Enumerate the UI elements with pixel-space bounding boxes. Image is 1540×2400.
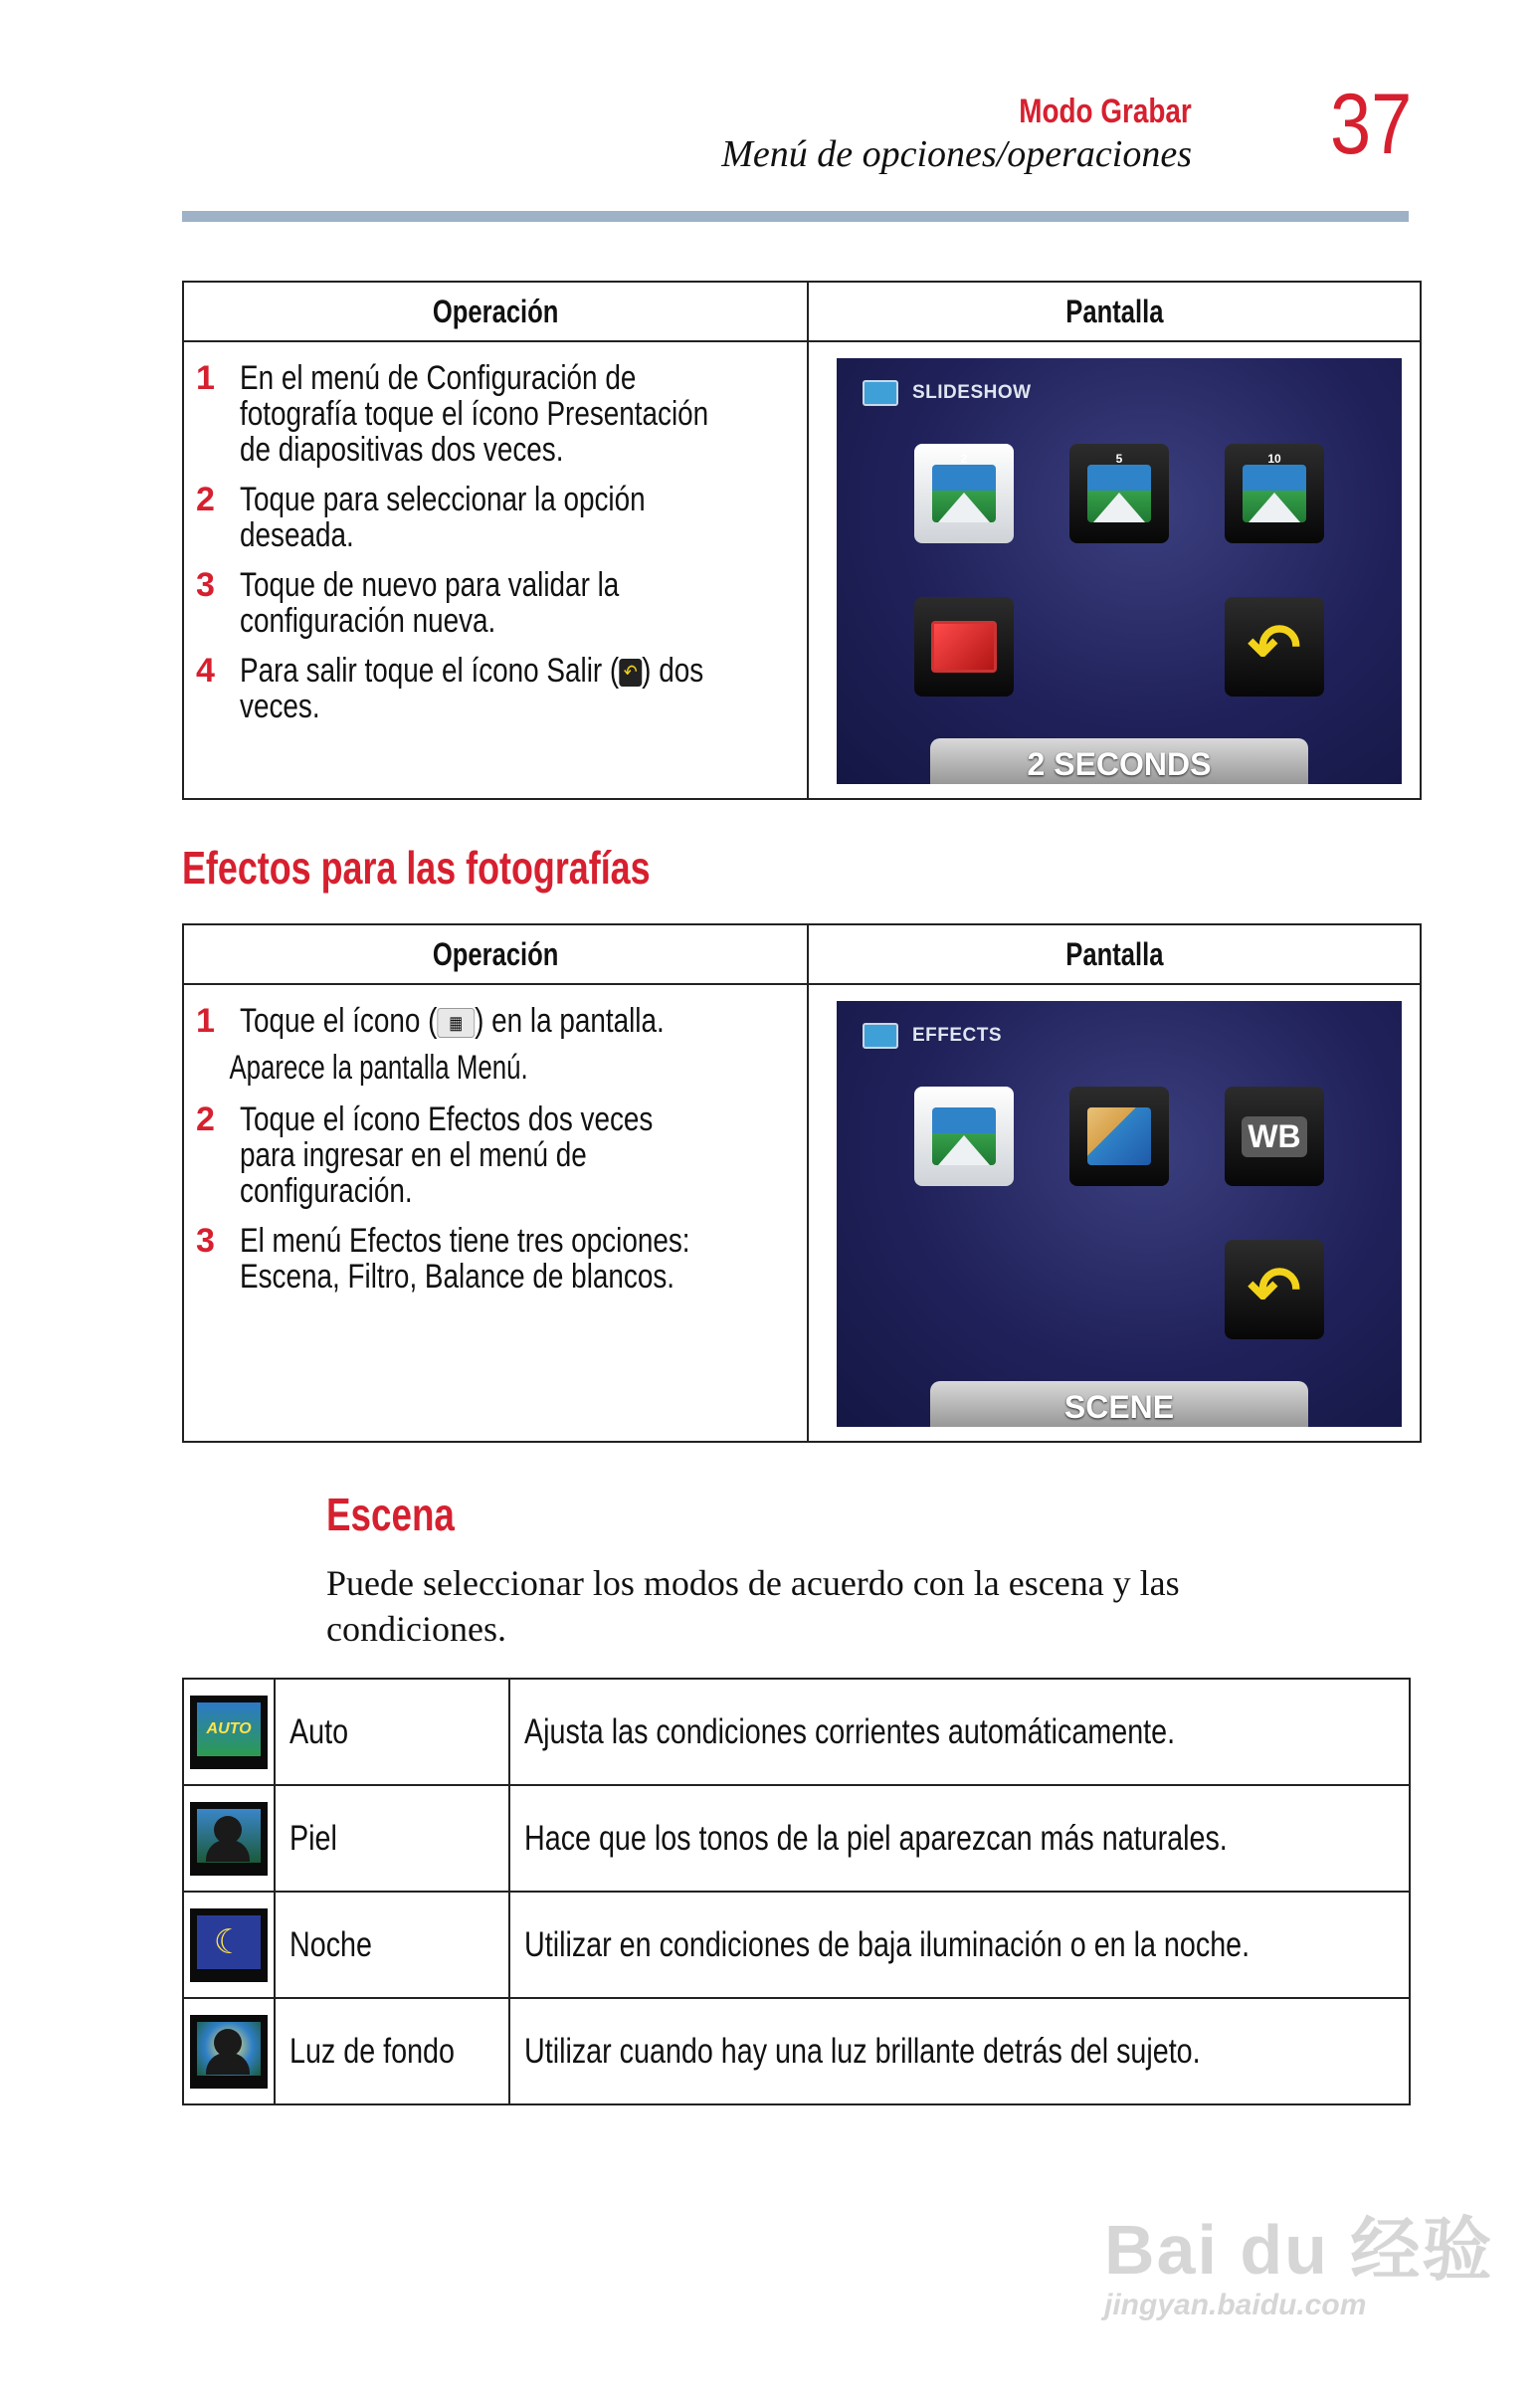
col-header-screen: Pantalla [808, 282, 1421, 341]
step: 3 Toque de nuevo para validar la configuración nueva. [196, 566, 620, 640]
interval-2-tile[interactable]: 2 [914, 444, 1014, 543]
white-balance-tile[interactable]: WB [1225, 1087, 1324, 1186]
skin-scene-icon [190, 1802, 268, 1876]
scene-intro: Puede seleccionar los modos de acuerdo con la escena y las condiciones. [326, 1563, 1180, 1649]
col-header-operation: Operación [183, 924, 808, 984]
scene-name: Piel [275, 1785, 509, 1892]
operation-cell [183, 341, 808, 799]
screen-cell [808, 341, 1421, 799]
scene-modes-table [182, 1678, 1411, 2105]
step: 2 Toque el ícono Efectos dos veces para ingresar en el menú de configuración. [196, 1100, 654, 1210]
scene-description: Utilizar cuando hay una luz brillante detrás del sujeto. [509, 1998, 1410, 2104]
scene-tile[interactable] [914, 1087, 1014, 1186]
effects-heading: Efectos para las fotografías [182, 842, 651, 894]
running-header [721, 92, 1192, 177]
night-scene-icon: ☾ [190, 1908, 268, 1982]
scene-description: Ajusta las condiciones corrientes automáticamente. [509, 1679, 1410, 1785]
step: 1 Toque el ícono ( ▦ ) en la pantalla. [196, 1002, 665, 1040]
filter-tile[interactable] [1069, 1087, 1169, 1186]
effects-table [182, 923, 1422, 1443]
table-row [183, 1892, 1410, 1998]
screen-cell [808, 984, 1421, 1442]
selection-bar: 2 SECONDS [930, 738, 1308, 784]
effects-screen [837, 1001, 1402, 1427]
selection-bar: SCENE [930, 1381, 1308, 1427]
effects-menu-icon [863, 1023, 898, 1049]
screen-label: EFFECTS [912, 1025, 1003, 1046]
table-row [183, 1679, 1410, 1785]
page-number: 37 [1330, 77, 1413, 172]
table-row [183, 1785, 1410, 1892]
header-divider [182, 211, 1409, 222]
interval-10-tile[interactable]: 10 [1225, 444, 1324, 543]
step: 4 Para salir toque el ícono Salir ( ↶ ) dos veces. [196, 652, 704, 725]
col-header-operation: Operación [183, 282, 808, 341]
baidu-watermark: Bai du 经验 jingyan.baidu.com [1104, 2211, 1494, 2321]
auto-scene-icon: AUTO [190, 1696, 268, 1769]
interval-5-tile[interactable]: 5 [1069, 444, 1169, 543]
col-header-screen: Pantalla [808, 924, 1421, 984]
menu-icon: ▦ [437, 1008, 475, 1038]
step-note: Aparece la pantalla Menú. [229, 1049, 528, 1087]
scene-heading: Escena [326, 1489, 455, 1540]
slideshow-effect-tile[interactable] [914, 597, 1014, 697]
backlight-scene-icon [190, 2015, 268, 2089]
scene-name: Noche [275, 1892, 509, 1998]
operation-cell [183, 984, 808, 1442]
scene-description: Utilizar en condiciones de baja iluminación o en la noche. [509, 1892, 1410, 1998]
back-icon[interactable]: ↶ [1225, 1240, 1324, 1339]
scene-description: Hace que los tonos de la piel aparezcan más naturales. [509, 1785, 1410, 1892]
slideshow-table [182, 281, 1422, 800]
exit-icon: ↶ [619, 659, 642, 687]
step: 1 En el menú de Configuración de fotografía toque el ícono Presentación de diapositivas dos veces. [196, 359, 709, 469]
scene-name: Auto [275, 1679, 509, 1785]
step: 3 El menú Efectos tiene tres opciones: Escena, Filtro, Balance de blancos. [196, 1222, 690, 1296]
table-row [183, 1998, 1410, 2104]
slideshow-menu-icon [863, 380, 898, 406]
screen-label: SLIDESHOW [912, 382, 1032, 403]
section-title: Modo Grabar [1019, 93, 1192, 130]
section-subtitle: Menú de opciones/operaciones [721, 133, 1192, 175]
step: 2 Toque para seleccionar la opción deseada. [196, 481, 646, 554]
back-icon[interactable]: ↶ [1225, 597, 1324, 697]
slideshow-screen [837, 358, 1402, 784]
scene-name: Luz de fondo [275, 1998, 509, 2104]
